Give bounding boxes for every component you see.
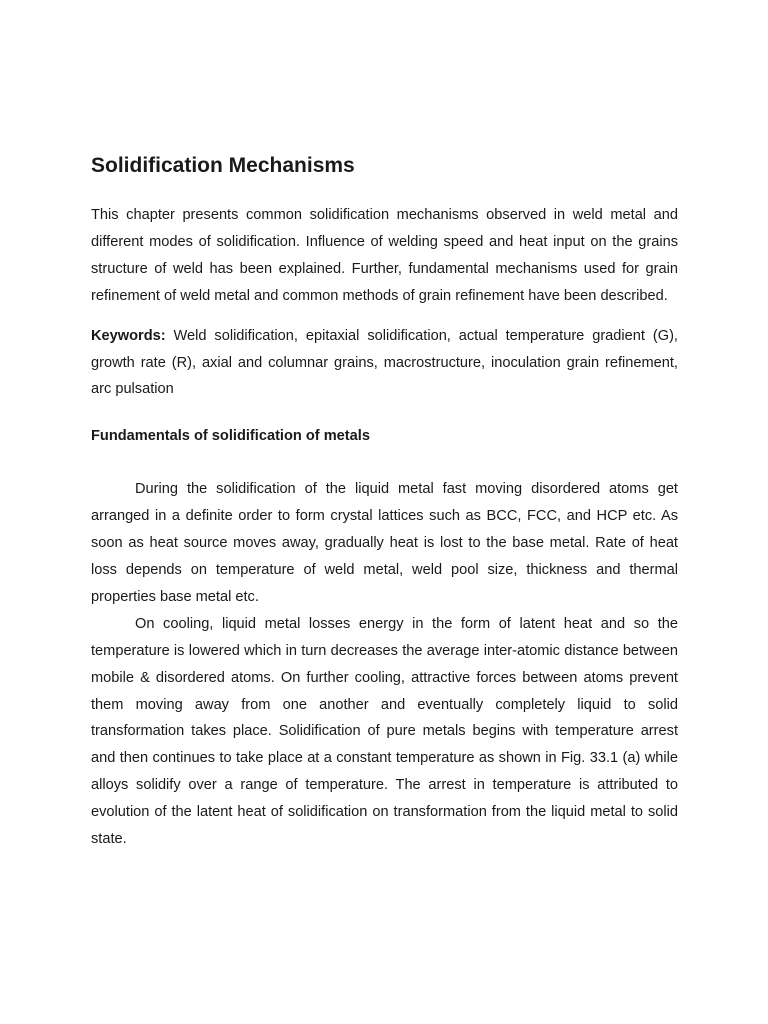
section-heading: Fundamentals of solidification of metals: [91, 428, 370, 445]
keywords-paragraph: [91, 323, 678, 404]
keywords-label: Keywords:: [91, 327, 166, 344]
document-title: Solidification Mechanisms: [91, 154, 355, 177]
keywords-text: Weld solidification, epitaxial solidification, actual temperature gradient (G), growth rate (R), axial and columnar grains, macrostructure, inoculation grain refinement, arc pulsation: [91, 327, 678, 398]
body-paragraph-2: On cooling, liquid metal losses energy in the form of latent heat and so the temperature is lowered which in turn decreases the average inter-atomic distance between mobile & disordered atoms. On further cooling, attractive forces between atoms prevent them moving away from one another and eventually completely liquid to solid transformation takes place. Solidification of pure metals begins with temperature arrest and then continues to take place at a constant temperature as shown in Fig. 33.1 (a) while alloys solidify over a range of temperature. The arrest in temperature is attributed to evolution of the latent heat of solidification on transformation from the liquid metal to solid state.: [91, 615, 678, 848]
abstract-paragraph: This chapter presents common solidification mechanisms observed in weld metal and different modes of solidification. Influence of welding speed and heat input on the grains structure of weld has been explained. Further, fundamental mechanisms used for grain refinement of weld metal and common methods of grain refinement have been described.: [91, 207, 678, 304]
body-paragraph-1: During the solidification of the liquid metal fast moving disordered atoms get arranged in a definite order to form crystal lattices such as BCC, FCC, and HCP etc. As soon as heat source moves away, gradually heat is lost to the base metal. Rate of heat loss depends on temperature of weld metal, weld pool size, thickness and thermal properties base metal etc.: [91, 481, 678, 605]
document-body: [91, 150, 678, 853]
